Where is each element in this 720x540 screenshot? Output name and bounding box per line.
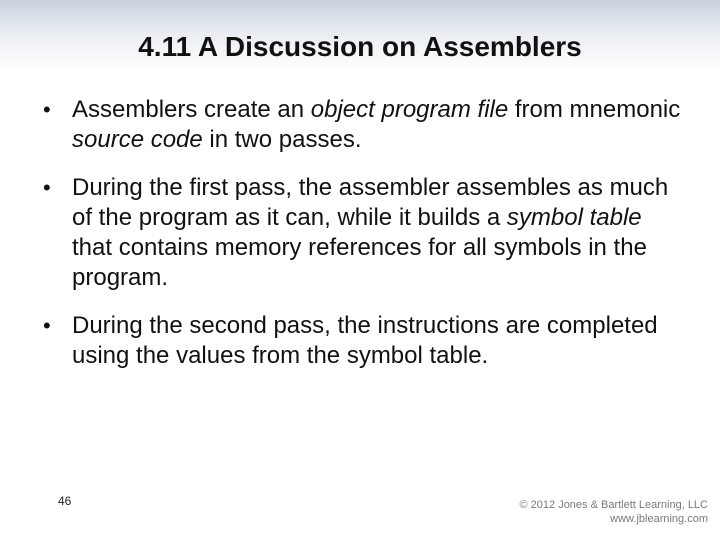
copyright-line: © 2012 Jones & Bartlett Learning, LLC: [519, 499, 708, 511]
bullet-item: [43, 311, 683, 371]
bullet-item: [43, 95, 683, 155]
slide-title: 4.11 A Discussion on Assemblers: [138, 31, 582, 62]
bullet-list: [43, 95, 683, 389]
bullet-text-segment: in two passes.: [202, 126, 362, 153]
bullet-text-segment: During the first pass, the assembler assembles as much of the program as it can, while it builds a: [72, 174, 669, 231]
bullet-text-segment: that contains memory references for all symbols in the program.: [72, 234, 647, 291]
bullet-dot: •: [43, 313, 51, 338]
bullet-text-segment-italic: object program file: [310, 96, 509, 123]
copyright-notice: [520, 498, 709, 526]
bullet-text-segment-italic: symbol table: [506, 204, 642, 231]
website-line: www.jblearning.com: [610, 513, 708, 525]
page-number: 46: [58, 494, 72, 508]
bullet-text-segment: During the second pass, the instructions are completed using the values from the symbol table.: [72, 312, 658, 369]
bullet-dot: •: [43, 97, 51, 122]
bullet-text-segment-italic: source code: [72, 126, 203, 153]
bullet-dot: •: [43, 175, 51, 200]
bullet-text-segment: Assemblers create an: [72, 96, 311, 123]
bullet-text-segment: from mnemonic: [508, 96, 681, 123]
bullet-item: [43, 173, 683, 293]
